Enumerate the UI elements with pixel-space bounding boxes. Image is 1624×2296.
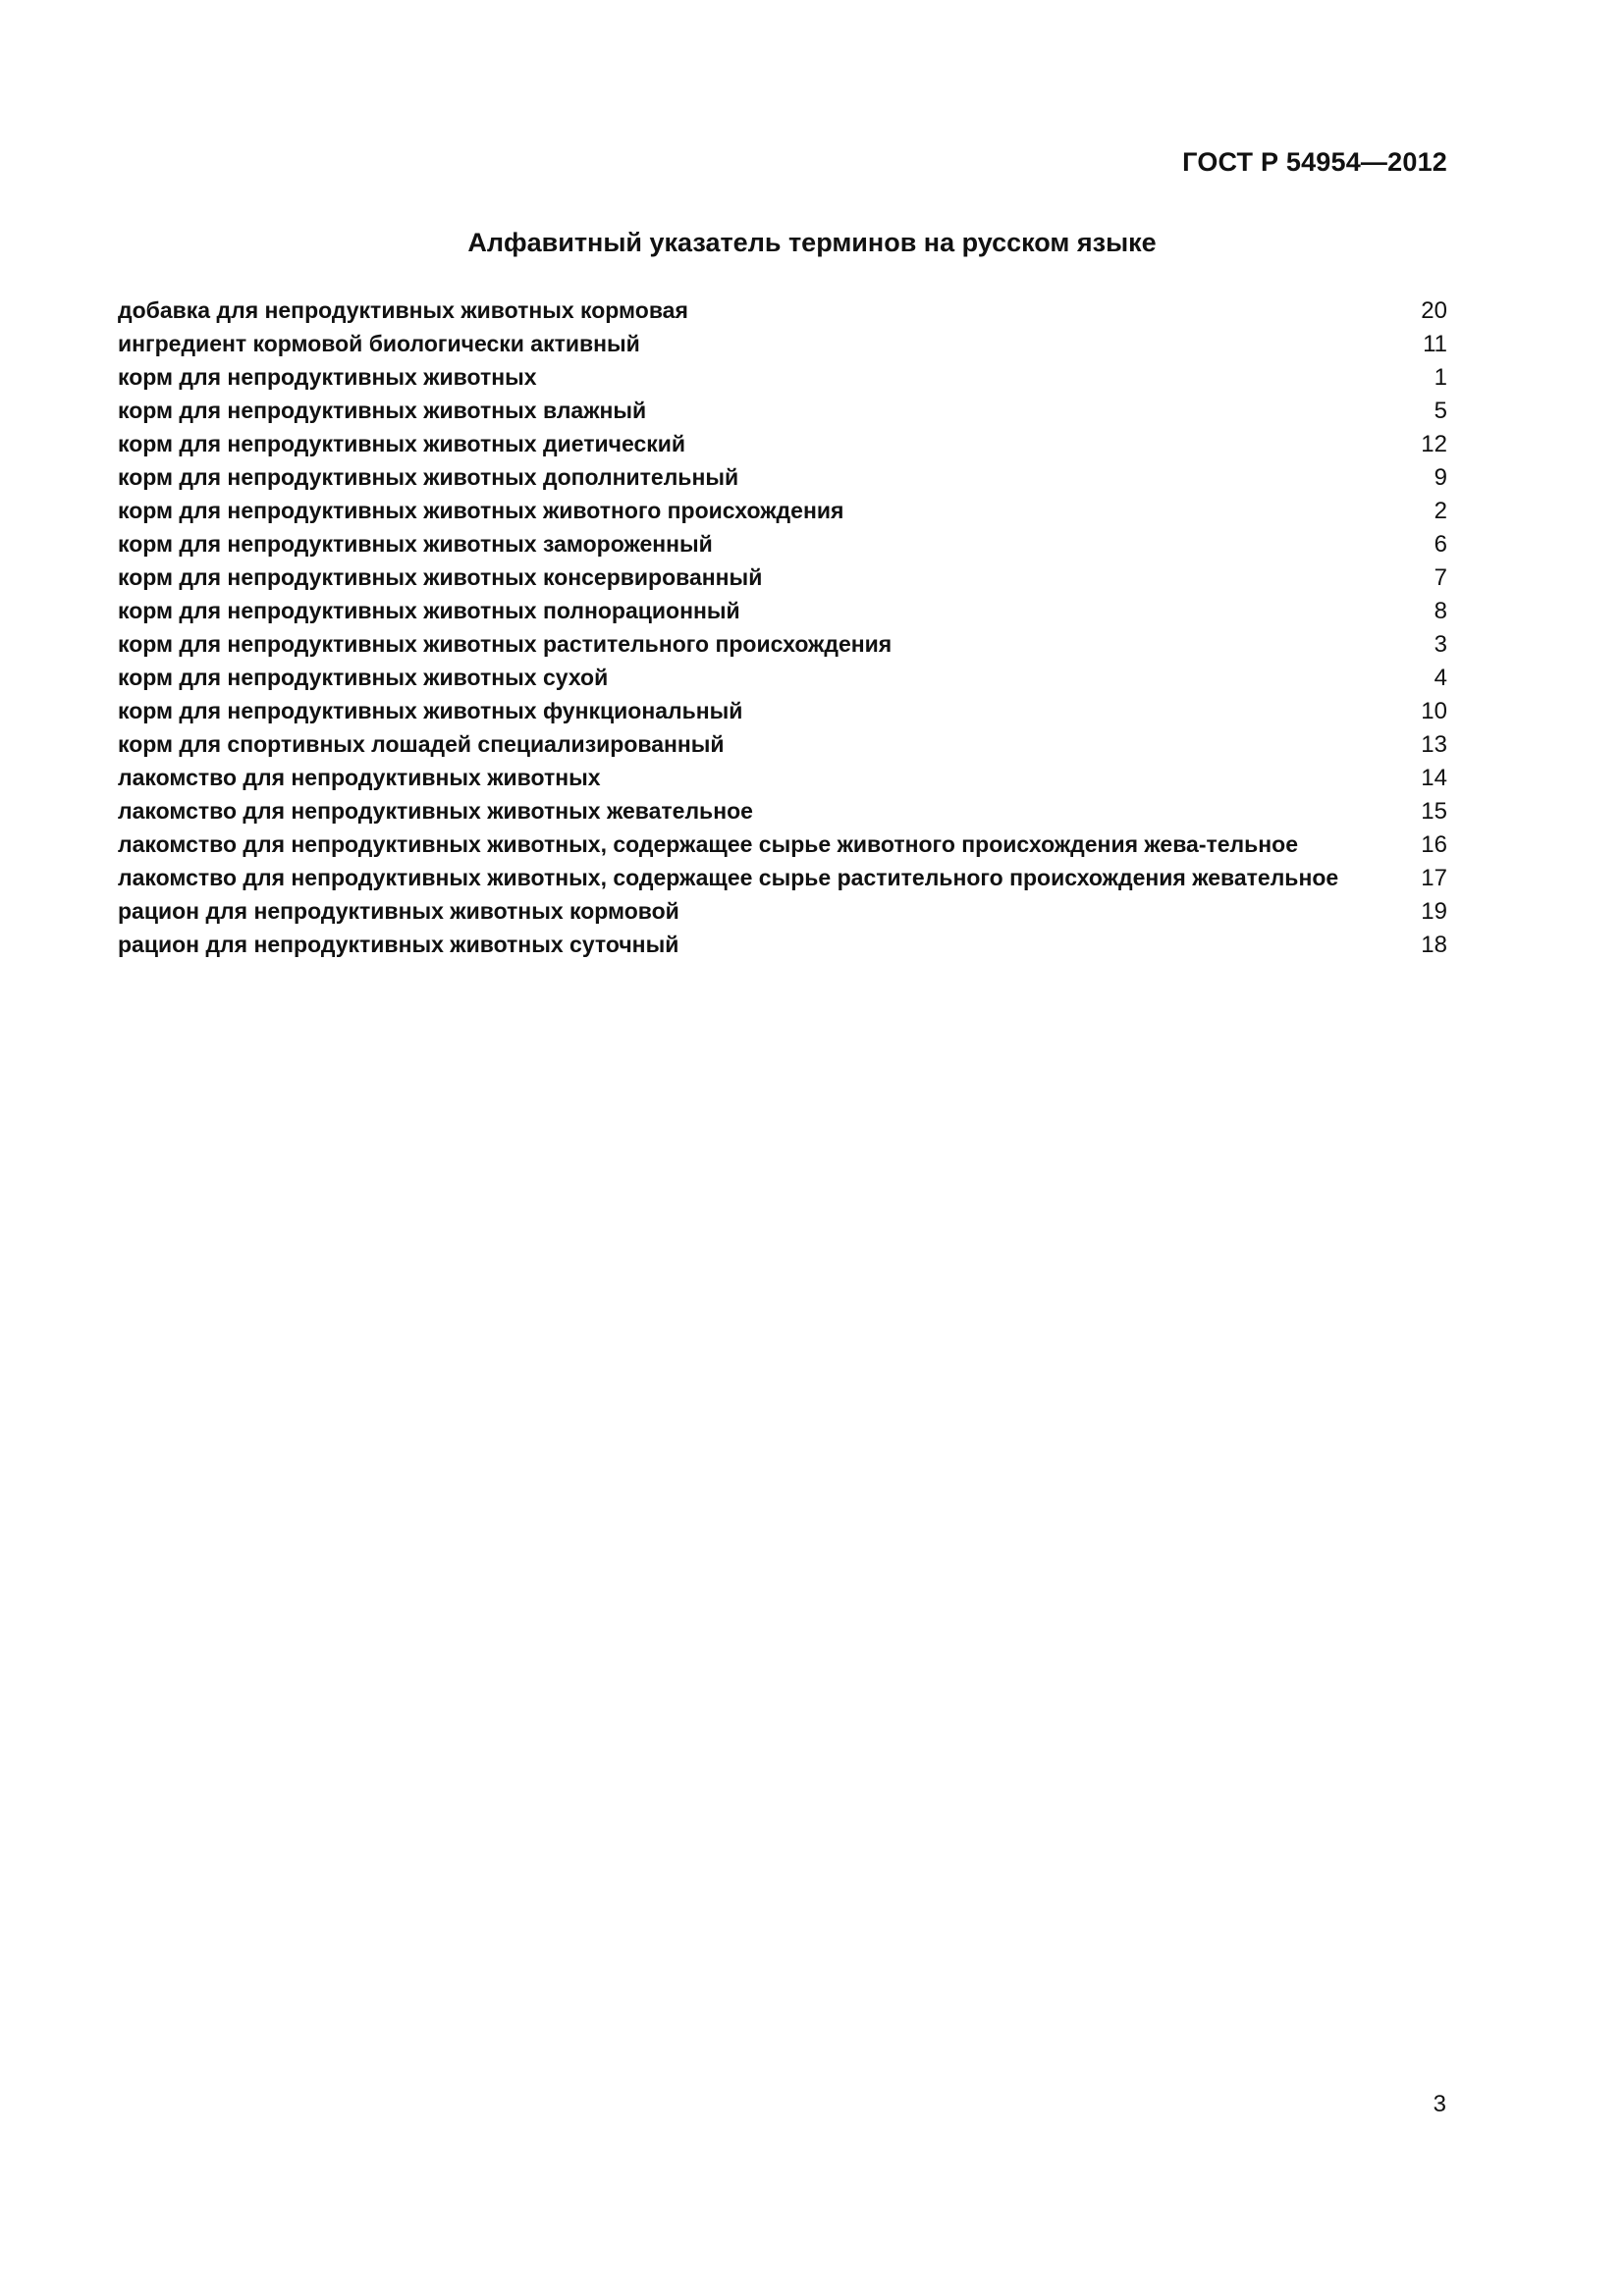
- index-entry: [118, 931, 1447, 959]
- index-ref-number: 13: [1421, 731, 1447, 758]
- index-entry: [118, 797, 1447, 826]
- index-term: корм для непродуктивных животных влажный: [118, 398, 647, 423]
- index-entry: [118, 397, 1447, 425]
- index-term: корм для непродуктивных животных функциональный: [118, 698, 743, 723]
- index-term: лакомство для непродуктивных животных, содержащее сырье животного происхождения жева-тельное: [118, 831, 1299, 857]
- index-ref-number: 7: [1434, 564, 1447, 591]
- index-term: корм для непродуктивных животных животного происхождения: [118, 498, 844, 523]
- index-entry: [118, 530, 1447, 559]
- index-ref-number: 8: [1434, 598, 1447, 624]
- index-entry: [118, 830, 1447, 859]
- index-ref-number: 18: [1421, 932, 1447, 958]
- term-index-list: [118, 296, 1447, 964]
- index-term: корм для непродуктивных животных полнорационный: [118, 598, 740, 623]
- index-entry: [118, 497, 1447, 525]
- index-term: ингредиент кормовой биологически активный: [118, 331, 640, 356]
- index-entry: [118, 764, 1447, 792]
- index-entry: [118, 864, 1447, 892]
- index-entry: [118, 697, 1447, 725]
- index-term: лакомство для непродуктивных животных, содержащее сырье растительного происхождения жевательное: [118, 865, 1339, 890]
- index-term: корм для непродуктивных животных: [118, 364, 537, 390]
- index-entry: [118, 563, 1447, 592]
- index-ref-number: 2: [1434, 498, 1447, 524]
- index-ref-number: 15: [1421, 798, 1447, 825]
- index-term: корм для непродуктивных животных дополнительный: [118, 464, 739, 490]
- index-term: корм для непродуктивных животных сухой: [118, 665, 609, 690]
- index-ref-number: 11: [1423, 331, 1447, 357]
- index-term: рацион для непродуктивных животных кормовой: [118, 898, 679, 924]
- index-term: рацион для непродуктивных животных суточный: [118, 932, 679, 957]
- index-ref-number: 14: [1421, 765, 1447, 791]
- index-term: корм для непродуктивных животных консервированный: [118, 564, 763, 590]
- index-term: добавка для непродуктивных животных кормовая: [118, 297, 688, 323]
- index-ref-number: 20: [1421, 297, 1447, 324]
- index-term: лакомство для непродуктивных животных: [118, 765, 601, 790]
- index-entry: [118, 664, 1447, 692]
- index-ref-number: 12: [1421, 431, 1447, 457]
- index-term: корм для спортивных лошадей специализированный: [118, 731, 725, 757]
- index-ref-number: 5: [1434, 398, 1447, 424]
- index-entry: [118, 330, 1447, 358]
- index-ref-number: 1: [1434, 364, 1447, 391]
- index-entry: [118, 296, 1447, 325]
- index-entry: [118, 897, 1447, 926]
- index-title: Алфавитный указатель терминов на русском языке: [467, 228, 1157, 257]
- index-ref-number: 6: [1434, 531, 1447, 558]
- index-ref-number: 10: [1421, 698, 1447, 724]
- index-entry: [118, 730, 1447, 759]
- page-number: 3: [1433, 2091, 1446, 2117]
- index-term: лакомство для непродуктивных животных жевательное: [118, 798, 753, 824]
- index-ref-number: 17: [1421, 865, 1447, 891]
- index-entry: [118, 363, 1447, 392]
- index-entry: [118, 463, 1447, 492]
- index-ref-number: 19: [1421, 898, 1447, 925]
- index-term: корм для непродуктивных животных замороженный: [118, 531, 713, 557]
- index-term: корм для непродуктивных животных растительного происхождения: [118, 631, 893, 657]
- index-entry: [118, 430, 1447, 458]
- index-term: корм для непродуктивных животных диетический: [118, 431, 686, 456]
- index-ref-number: 3: [1434, 631, 1447, 658]
- document-code: ГОСТ Р 54954—2012: [1182, 147, 1447, 177]
- index-entry: [118, 597, 1447, 625]
- index-entry: [118, 630, 1447, 659]
- index-ref-number: 9: [1434, 464, 1447, 491]
- index-ref-number: 4: [1434, 665, 1447, 691]
- index-ref-number: 16: [1421, 831, 1447, 858]
